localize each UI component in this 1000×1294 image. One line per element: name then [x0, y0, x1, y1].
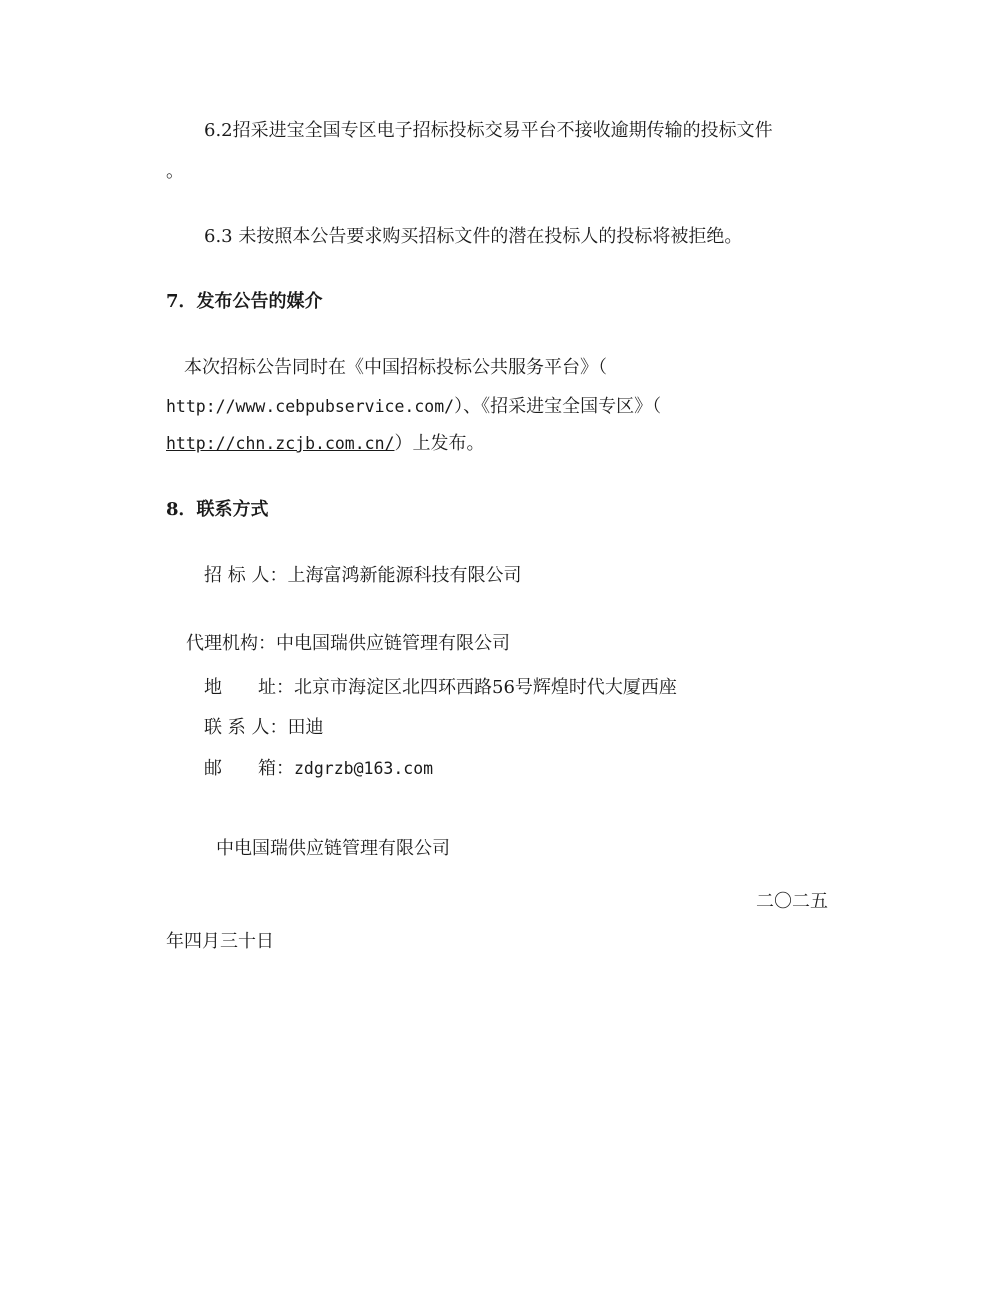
section-7-heading: 7．发布公告的媒介 [166, 291, 323, 312]
agency-row [186, 632, 510, 656]
media-line2-mid: ）、《招采进宝全国专区》（ [454, 396, 662, 417]
cebpubservice-url[interactable]: http://www.cebpubservice.com/ [166, 397, 455, 416]
zcjb-url-link[interactable]: http://chn.zcjb.com.cn/ [166, 434, 395, 453]
media-line1: 本次招标公告同时在《中国招标投标公共服务平台》（ [184, 357, 607, 378]
tenderer-value: 上海富鸿新能源科技有限公司 [287, 565, 522, 586]
email-value[interactable]: zdgrzb@163.com [294, 759, 434, 778]
address-value: 北京市海淀区北四环西路56号辉煌时代大厦西座 [294, 677, 677, 698]
contact-row [204, 716, 323, 740]
signature-date-part2: 年四月三十日 [166, 931, 274, 952]
contact-value: 田迪 [287, 717, 324, 738]
agency-value: 中电国瑞供应链管理有限公司 [276, 633, 510, 654]
media-line3 [166, 432, 484, 456]
signature-date-part1: 二〇二五 [756, 891, 828, 912]
tenderer-row [204, 564, 521, 588]
tenderer-label: 招 标 人： [204, 565, 288, 586]
address-label: 地 址： [204, 677, 294, 698]
contact-label: 联 系 人： [204, 717, 288, 738]
signature-company: 中电国瑞供应链管理有限公司 [216, 838, 450, 859]
item-6-2-line2: 。 [166, 161, 184, 182]
media-line3-tail: ）上发布。 [394, 433, 485, 454]
item-6-2-line1: 6.2招采进宝全国专区电子招标投标交易平台不接收逾期传输的投标文件 [204, 120, 773, 141]
section-8-heading: 8．联系方式 [166, 499, 269, 520]
address-row [204, 676, 677, 700]
email-label: 邮 箱： [204, 758, 294, 779]
agency-label: 代理机构： [186, 633, 276, 654]
email-row [204, 757, 433, 781]
media-line2 [166, 395, 661, 419]
item-6-3: 6.3 未按照本公告要求购买招标文件的潜在投标人的投标将被拒绝。 [204, 226, 743, 247]
